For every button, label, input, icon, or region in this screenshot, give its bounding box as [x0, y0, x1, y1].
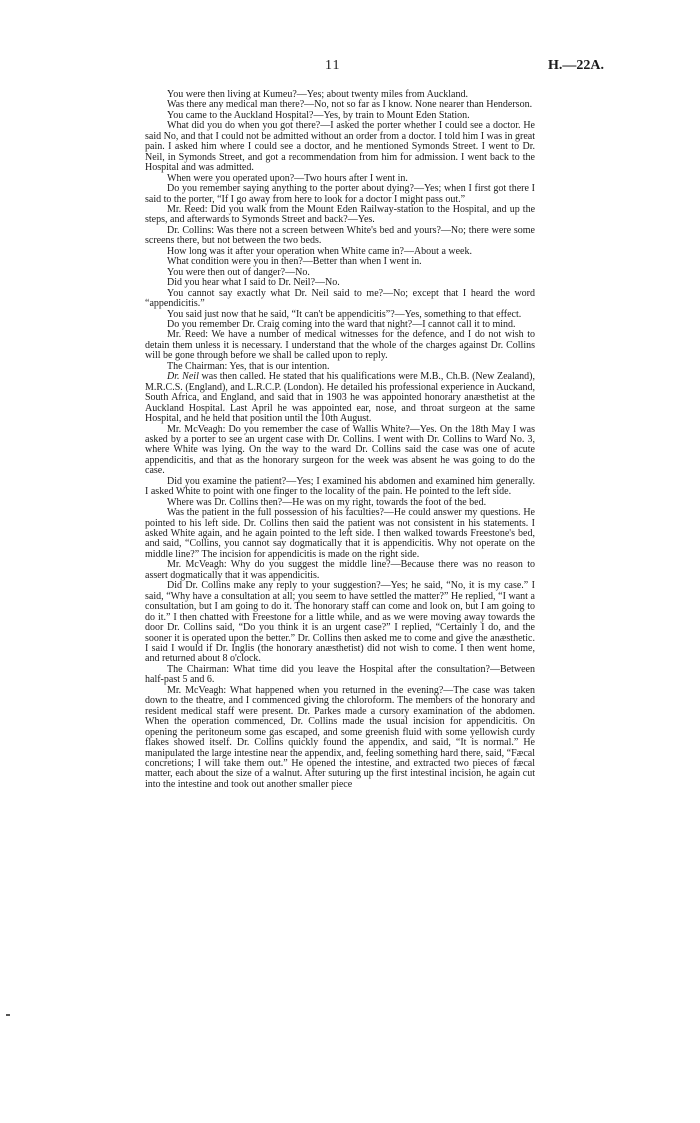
paragraph-text: Where was Dr. Collins then?—He was on my right, towards the foot of the bed. — [167, 496, 487, 508]
margin-mark — [6, 1014, 10, 1016]
paragraph-text: Do you remember the case of Wallis White?—Yes. On the 18th May I was asked by a porter to see an urgent case with Dr. Collins. I went with Dr. Collins to Ward No. 3, where White was lying. On the way to the ward Dr. Collins said the case was one of acute appendicitis, and that as the honorary surgeon for the week was absent he was going to do the case. — [145, 423, 535, 477]
page-header — [0, 58, 700, 78]
paragraph-text: was then called. He stated that his qualifications were M.B., Ch.B. (New Zealand), M.R.C.S. (England), and L.R.C.P. (London). He detailed his professional experience in Auckand, South Africa, and England, and said that in 1903 he was appointed honorary anæsthetist at the Auckland Hospital. Last April he was appointed ear, nose, and throat surgeon at the same Hospital, and he held that position until the 10th August. — [145, 371, 536, 425]
paragraph-text: Was there any medical man there?—No, not so far as I know. None nearer than Henderson. — [167, 99, 533, 111]
speaker-label: The Chairman: — [167, 663, 230, 675]
speaker-label: Dr. Collins: — [167, 224, 215, 236]
paragraph-text: Was the patient in the full possession of his faculties?—He could answer my questions. He pointed to his left side. Dr. Collins then said the patient was not consistent in his statements. I asked White again, and he again pointed to the left side. I then walked towards Freestone's bed, and said, “Collins, you cannot say dogmatically that it is appendicitis. Why not operate on the middle line?” The incision for appendicitis is made on the right side. — [145, 507, 535, 560]
paragraph-text: Did Dr. Collins make any reply to your suggestion?—Yes; he said, “No, it is my case.” I said, “Why have a consultation at all; you seem to have settled the matter?” He replied, “I want a consultation, but I am going to do it. The honorary staff can come and look on, but I am going to do it.” I then chatted with Freestone for a little while, and as we were moving away towards the door Dr. Collins said, “Do you think it is an urgent case?” I replied, “Certainly I do, and the sooner it is operated upon the better.” Dr. Collins then asked me to come and give the anæsthetic. I said I would if Dr. Inglis (the honorary anæsthetist) did not wish to come. I then went home, and returned about 8 o'clock. — [145, 580, 535, 665]
paragraph-text: When were you operated upon?—Two hours after I went in. — [167, 172, 408, 184]
paragraph-text: Do you remember saying anything to the porter about dying?—Yes; when I first got there I said to the porter, “If I go away from here to look for a doctor I might pass out.” — [145, 183, 535, 205]
paragraph-text: You were then living at Kumeu?—Yes; about twenty miles from Auckland. — [167, 89, 468, 100]
paragraph — [145, 686, 535, 791]
speaker-label: Mr. Reed: — [167, 203, 208, 215]
paragraph-text: Was there not a screen between White's bed and yours?—No; there were some screens there, but not between the two beds. — [145, 224, 535, 247]
paragraph — [145, 477, 535, 498]
paragraph — [145, 508, 535, 560]
speaker-label: Dr. Neil — [167, 371, 199, 383]
speaker-label: Mr. McVeagh: — [167, 559, 227, 571]
speaker-label: Mr. McVeagh: — [167, 423, 226, 435]
paragraph — [145, 205, 535, 226]
paragraph — [145, 372, 535, 424]
paragraph-text: Yes, that is our intention. — [229, 360, 330, 372]
page-number: 11 — [325, 58, 341, 73]
paragraph-text: Why do you suggest the middle line?—Because there was no reason to assert dogmatically that it was appendicitis. — [145, 559, 535, 581]
speaker-label: The Chairman: — [167, 360, 228, 372]
paragraph-text: Did you examine the patient?—Yes; I examined his abdomen and examined him generally. I asked White to point with one finger to the locality of the pain. He pointed to the left side. — [145, 475, 535, 498]
paragraph-text: How long was it after your operation when White came in?—About a week. — [167, 245, 472, 257]
speaker-label: Mr. McVeagh: — [167, 684, 227, 696]
paragraph-text: You came to the Auckland Hospital?—Yes, by train to Mount Eden Station. — [167, 109, 470, 121]
paragraph-text: What happened when you returned in the evening?—The case was taken down to the theatre, and I commenced giving the chloroform. The members of the honorary and resident medical staff were present. Dr. Parkes made a cursory examination of the abdomen. When the operation commenced, Dr. Collins made the usual incision for appendicitis. On opening the peritoneum some gas escaped, and some greenish fluid with some yellowish curdy flakes showed itself. Dr. Collins quickly found the appendix, and said, “It is normal.” He manipulated the large intestine near the appendix, and, feeling something hard there, said, “Fæcal concretions; I will take them out.” He opened the intestine, and extracted two pieces of fæcal matter, each about the size of a walnut. After suturing up the first intestinal incision, he again cut into the intestine and took out another smaller piece — [145, 684, 535, 790]
paragraph — [145, 226, 535, 247]
paragraph-text: We have a number of medical witnesses for the defence, and I do not wish to detain them unless it is necessary. I understand that the whole of the charges against Dr. Collins will be gone through before we shall be called upon to reply. — [145, 329, 536, 362]
paragraph-text: You said just now that he said, “It can't be appendicitis”?—Yes, something to that effect. — [167, 308, 522, 320]
paragraph — [145, 289, 535, 310]
body-text — [145, 90, 535, 790]
paragraph — [145, 581, 535, 665]
paragraph-text: What did you do when you got there?—I asked the porter whether I could see a doctor. He said No, and that I could not be admitted without an order from a doctor. I told him I was in great pain. I asked him where I could see a doctor, and he mentioned Symonds Street. I went to Dr. Neil, in Symonds Street, and got a recommendation from him for admission. I went back to the Hospital and was admitted. — [145, 120, 535, 174]
paragraph-text: What condition were you in then?—Better than when I went in. — [167, 256, 422, 268]
paragraph-text: Do you remember Dr. Craig coming into the ward that night?—I cannot call it to mind. — [167, 318, 516, 330]
speaker-label: Mr. Reed: — [167, 329, 209, 341]
paragraph — [145, 665, 535, 686]
paragraph — [145, 425, 535, 477]
paragraph-text: What time did you leave the Hospital after the consultation?—Between half-past 5 and 6. — [145, 663, 535, 686]
paragraph-text: You cannot say exactly what Dr. Neil said to me?—No; except that I heard the word “appendicitis.” — [145, 287, 535, 310]
paragraph-text: You were then out of danger?—No. — [167, 266, 310, 278]
paragraph-text: Did you walk from the Mount Eden Railway-station to the Hospital, and up the steps, and afterwards to Symonds Street and back?—Yes. — [145, 203, 536, 226]
document-reference: H.—22A. — [548, 58, 604, 73]
paragraph — [145, 184, 535, 205]
paragraph — [145, 330, 535, 361]
paragraph — [145, 560, 535, 581]
paragraph-text: Did you hear what I said to Dr. Neil?—No. — [167, 277, 340, 289]
paragraph — [145, 121, 535, 173]
